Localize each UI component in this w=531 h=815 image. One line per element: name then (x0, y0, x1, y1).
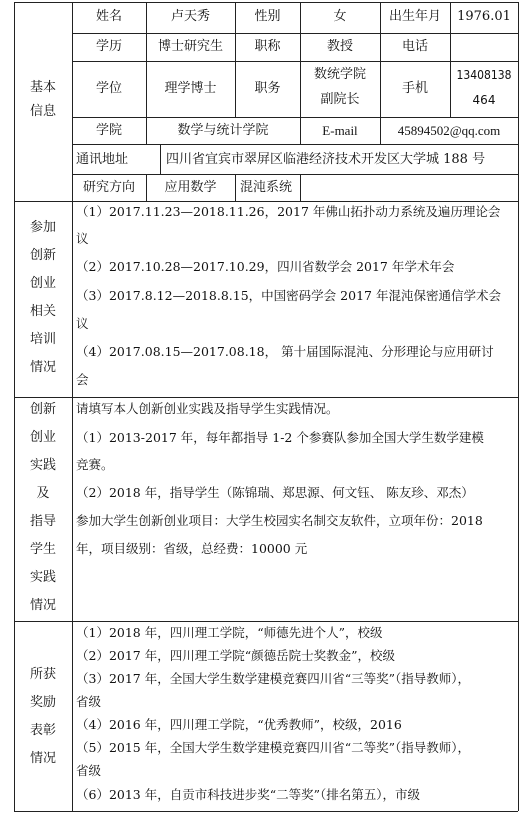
label-degree: 学位 (95, 81, 122, 96)
practice-line: （2）2018 年，指导学生（陈锦瑞、郑思源、何文钰、 陈友珍、邓杰） (76, 485, 474, 500)
rule-row1 (72, 33, 518, 34)
award-line: （2）2017 年，四川理工学院“颜德岳院士奖教金”，校级 (76, 648, 396, 663)
training-line: （3）2017.8.12—2018.8.15，中国密码学会 2017 年混沌保密通信学术会 (76, 288, 501, 303)
value-research-2: 混沌系统 (240, 180, 293, 195)
value-position-line2: 副院长 (320, 92, 360, 107)
rule-right (518, 2, 519, 811)
training-line: 会 (76, 372, 89, 387)
value-title: 教授 (326, 39, 353, 54)
practice-line: 参加大学生创新创业项目：大学生校园实名制交友软件，立项年份：2018 (76, 513, 483, 528)
award-line: （4）2016 年，四川理工学院，“优秀教师”，校级，2016 (76, 717, 402, 732)
rule-row4 (72, 144, 518, 145)
rule-training-bottom (14, 397, 518, 398)
value-research-1: 应用数学 (164, 180, 217, 195)
label-gender: 性别 (254, 9, 281, 24)
rule-row3 (72, 117, 518, 118)
label-research: 研究方向 (82, 180, 135, 195)
award-line: （1）2018 年，四川理工学院，“师德先进个人”，校级 (76, 625, 383, 640)
value-position-line1: 数统学院 (313, 67, 366, 82)
practice-line: 请填写本人创新创业实践及指导学生实践情况。 (76, 401, 339, 416)
training-line: （1）2017.11.23—2018.11.26，2017 年佛山拓扑动力系统及遍历理论会 (76, 204, 501, 219)
label-address: 通讯地址 (76, 152, 129, 167)
training-line: 议 (76, 231, 89, 246)
value-name: 卢天秀 (170, 9, 210, 24)
award-line: （5）2015 年，全国大学生数学建模竞赛四川省“二等奖”（指导教师）， (76, 740, 471, 755)
section-label-training: 参加 创新 创业 相关 培训 情况 (29, 220, 56, 375)
rule-practice-bottom (14, 621, 518, 622)
value-mobile-line2: 464 (472, 93, 496, 107)
value-education: 博士研究生 (157, 39, 223, 54)
label-title: 职称 (254, 39, 281, 54)
training-line: （4）2017.08.15—2017.08.18， 第十届国际混沌、分形理论与应用研讨 (76, 344, 494, 359)
value-email: 45894502@qq.com (397, 123, 501, 138)
training-line: 议 (76, 316, 89, 331)
value-birth: 1976.01 (457, 9, 511, 24)
rule-row2 (72, 61, 518, 62)
value-address: 四川省宜宾市翠屏区临港经济技术开发区大学城 188 号 (166, 152, 486, 167)
label-phone: 电话 (401, 39, 428, 54)
practice-line: （1）2013-2017 年，每年都指导 1-2 个参赛队参加全国大学生数学建模 (76, 430, 484, 445)
value-gender: 女 (333, 9, 347, 24)
section-label-basic: 基本 信息 (29, 80, 56, 119)
label-email: E-mail (322, 123, 358, 138)
value-mobile-line1: 13408138 (456, 68, 512, 82)
training-line: （2）2017.10.28—2017.10.29，四川省数学会 2017 年学术年会 (76, 259, 455, 274)
practice-line: 年，项目级别：省级，总经费：10000 元 (76, 541, 308, 556)
award-line: （6）2013 年，自贡市科技进步奖“二等奖”（排名第五），市级 (76, 787, 421, 802)
label-mobile: 手机 (401, 81, 428, 96)
rule-basic-bottom (14, 201, 518, 202)
value-college: 数学与统计学院 (177, 123, 269, 138)
section-label-practice: 创新 创业 实践 及 指导 学生 实践 情况 (29, 402, 56, 613)
rule-row6-col-c (300, 174, 301, 201)
section-label-awards: 所获 奖励 表彰 情况 (29, 667, 56, 766)
award-line: 省级 (76, 694, 102, 709)
rule-row6-col-b (235, 174, 236, 201)
rule-row5-col-a (160, 144, 161, 174)
rule-top (14, 2, 518, 3)
rule-bottom (14, 811, 518, 812)
practice-line: 竞赛。 (76, 457, 114, 472)
label-college: 学院 (95, 123, 122, 138)
award-line: （3）2017 年，全国大学生数学建模竞赛四川省“三等奖”（指导教师）， (76, 671, 471, 686)
label-birth: 出生年月 (388, 9, 441, 24)
award-line: 省级 (76, 763, 102, 778)
rule-row5 (72, 174, 518, 175)
label-name: 姓名 (95, 9, 122, 24)
label-education: 学历 (95, 39, 122, 54)
value-degree: 理学博士 (164, 81, 217, 96)
label-position: 职务 (254, 81, 281, 96)
